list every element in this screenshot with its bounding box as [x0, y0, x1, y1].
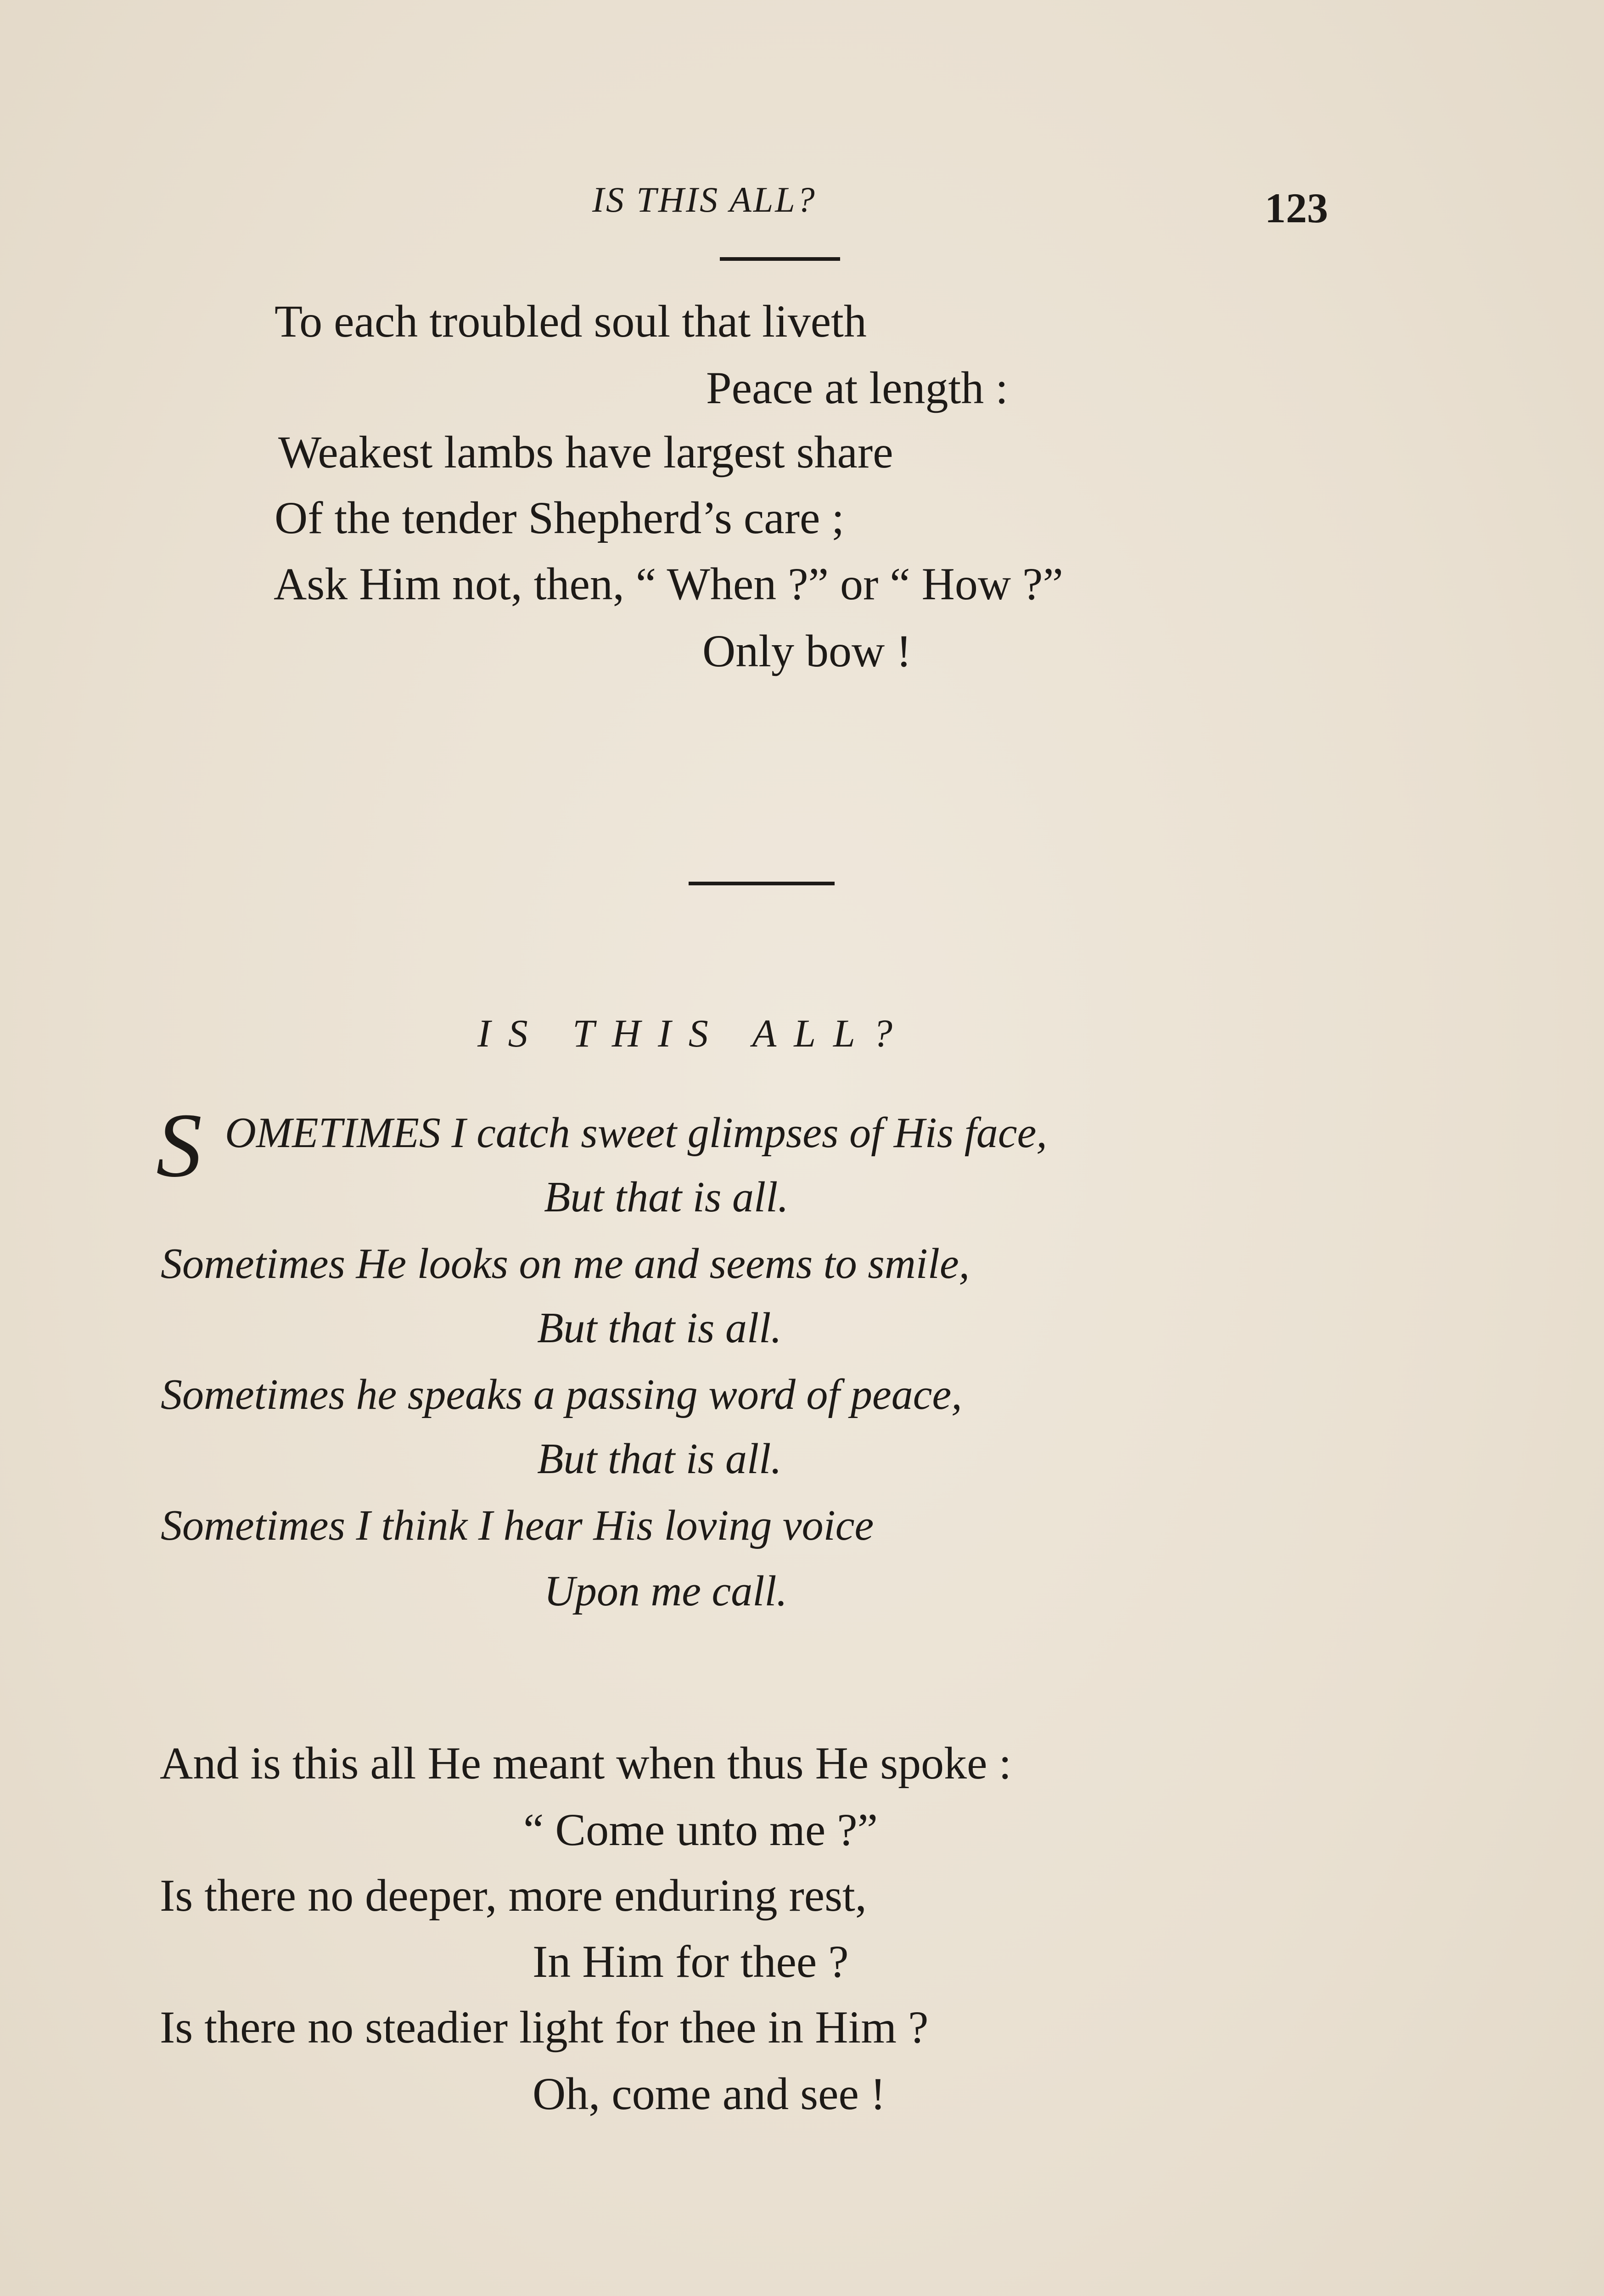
stanza-1-line-3: Weakest lambs have largest share: [278, 427, 893, 478]
stanza-2-line-8: Upon me call.: [544, 1567, 787, 1615]
stanza-1-line-5: Ask Him not, then, “ When ?” or “ How ?”: [274, 558, 1063, 609]
stanza-2-line-2: But that is all.: [544, 1173, 789, 1221]
page-number: 123: [1265, 185, 1328, 231]
stanza-1-line-1: To each troubled soul that liveth: [275, 296, 867, 347]
stanza-3-line-2: “ Come unto me ?”: [523, 1804, 878, 1855]
stanza-1-line-2: Peace at length :: [706, 362, 1009, 413]
stanza-2-line-5: Sometimes he speaks a passing word of peace,: [161, 1371, 962, 1418]
stanza-3-line-4: In Him for thee ?: [533, 1936, 849, 1987]
stanza-2-line-1: OMETIMES I catch sweet glimpses of His face,: [225, 1109, 1047, 1157]
running-head: IS THIS ALL?: [592, 180, 817, 219]
stanza-2-line-7: Sometimes I think I hear His loving voice: [161, 1502, 874, 1549]
section-rule: [689, 882, 835, 885]
drop-cap: S: [156, 1095, 202, 1196]
stanza-3-line-1: And is this all He meant when thus He spoke :: [160, 1738, 1012, 1789]
stanza-2-line-6: But that is all.: [537, 1435, 782, 1483]
stanza-2-line-3: Sometimes He looks on me and seems to smile,: [161, 1240, 970, 1288]
stanza-3-line-6: Oh, come and see !: [533, 2068, 886, 2119]
poem-title: IS THIS ALL?: [477, 1011, 910, 1055]
header-rule: [720, 257, 840, 261]
stanza-1-line-4: Of the tender Shepherd’s care ;: [275, 492, 845, 543]
stanza-3-line-5: Is there no steadier light for thee in Him ?: [160, 2002, 929, 2053]
stanza-1-line-6: Only bow !: [702, 625, 912, 676]
stanza-3-line-3: Is there no deeper, more enduring rest,: [160, 1870, 867, 1921]
stanza-2-line-4: But that is all.: [537, 1304, 782, 1352]
